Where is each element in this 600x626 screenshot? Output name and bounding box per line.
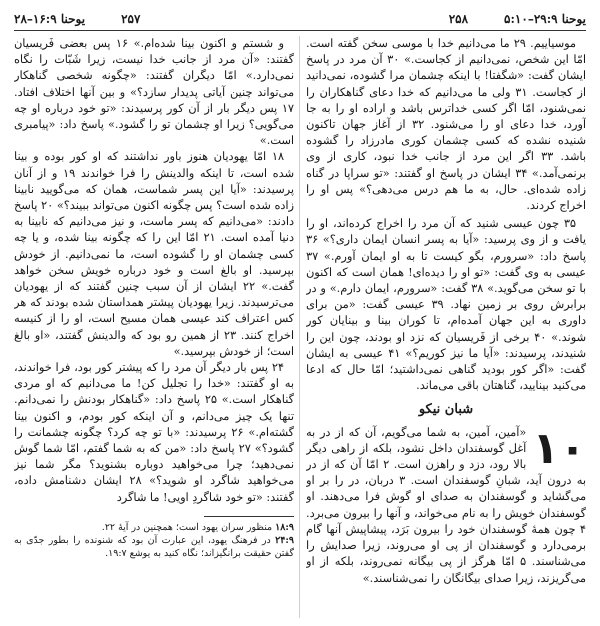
footnote-text: در فرهنگ یهود، این عبارت آن بود که شنونده را بطور جدّی به گفتن حقیقت برانگیزاند؛ نگاه کنید به یوشع ۱۹:۷. [14, 534, 294, 559]
paragraph: «آمین، آمین، به شما می‌گویم، آن که از در به آغل گوسفندان داخل نشود، بلکه از راهی دیگر بالا رود، دزد و راهزن است. ۲ امّا آن که از در به درون آید، شبانِ گوسفندان است. ۳ دربان، در را بر او می‌گشاید و گوسفندان به صدای او گوش فرا می‌دهند. او گوسفندان خویش را به نام می‌خواند، و آنها را بیرون می‌برد. ۴ چون همهٔ گوسفندان خود را بیرون بَرَد، پیشاپیش آنها گام برمی‌دارد و گوسفندان از پی او می‌روند، زیرا صدایش را می‌شناسند. ۵ امّا هرگز از پی بیگانه نمی‌روند، بلکه از او می‌گریزند، زیرا صدای بیگانگان را نمی‌شناسند.» [306, 425, 586, 585]
page-header [14, 8, 586, 30]
left-page-header [14, 12, 140, 26]
section-heading: شبان نیکو [418, 402, 474, 418]
left-page-reference: یوحنا ۱۶:۹–۲۸ [14, 12, 86, 26]
footnote-reference: ۱۸:۹ [275, 521, 294, 533]
chapter-number: ۱۰ [532, 422, 586, 474]
paragraph: و شستم و اکنون بینا شده‌ام.» ۱۶ پس بعضی فَریسیان گفتند: «آن مرد از جانب خدا نیست، زیرا شَبّات را نگاه نمی‌دارد.» امّا دیگران گفتند: «چگونه شخصی گناهکار می‌تواند چنین آیاتی پدیدار سازد؟» و بین آنها اختلاف افتاد. ۱۷ پس دیگر بار از آن کور پرسیدند: «تو خود درباره او چه می‌گویی؟ زیرا او چشمان تو را گشود.» پاسخ داد: «پیامبری است.» [14, 37, 294, 148]
chapter-block [306, 422, 586, 587]
footnote-divider [204, 516, 294, 517]
footnote-text: منظور سران یهود است؛ همچنین در آیهٔ ۲۲. [101, 521, 276, 533]
footnote-reference: ۲۴:۹ [275, 534, 294, 546]
paragraph: موسیاییم. ۲۹ ما می‌دانیم خدا با موسی سخن گفته است. امّا این شخص، نمی‌دانیم از کجاست.» ۳۰ آن مرد در پاسخ ایشان گفت: «شگفتا! با اینکه چشمان مرا گشوده، نمی‌دانید از کجاست. ۳۱ ولی ما می‌دانیم که خدا دعای گناهکاران را نمی‌شنود، امّا اگر کسی خداترس باشد و اراده او را به جا آورد، خدا دعای او را می‌شنود. ۳۲ از آغاز جهان تاکنون شنیده نشده که کسی چشمان کوری مادرزاد را گشوده باشد. ۳۳ اگر این مرد از جانب خدا نبود، کاری از وی برنمی‌آمد.» ۳۴ ایشان در پاسخ او گفتند: «تو سراپا در گناه زاده شده‌ای. حال، به ما هم درس می‌دهی؟» پس او را اخراج کردند. [306, 37, 586, 213]
left-page-number: ۲۵۷ [121, 12, 141, 26]
right-page-reference: یوحنا ۲۹:۹–۵:۱۰ [504, 12, 586, 26]
footnote [14, 521, 294, 534]
right-page-header [449, 12, 586, 26]
paragraph: ۲۴ پس بار دیگر آن مرد را که پیشتر کور بود، فرا خواندند، به او گفتند: «خدا را تجلیل کن! ما می‌دانیم که او مردی گناهکار است.» ۲۵ پاسخ داد: «گناهکار بودنش را نمی‌دانم. تنها یک چیز می‌دانم، و آن اینکه کور بودم، و اکنون بینا گشته‌ام.» ۲۶ پرسیدند: «با تو چه کرد؟ چگونه چشمانت را گشود؟» ۲۷ پاسخ داد: «من که به شما گفتم، امّا شما گوش نمی‌دهید؛ چرا می‌خواهید دوباره بشنوید؟ مگر شما نیز می‌خواهید شاگرد او شوید؟» ۲۸ ایشان دشنامش داده، گفتند: «تو خود شاگردِ اویی! ما شاگرد [14, 361, 294, 504]
footnote [14, 534, 294, 560]
column-divider [299, 36, 300, 618]
left-column [14, 36, 294, 618]
paragraph: ۳۵ چون عیسی شنید که آن مرد را اخراج کرده‌اند، او را یافت و از وی پرسید: «آیا به پسر انسان ایمان داری؟» ۳۶ پاسخ داد: «سرورم، بگو کیست تا به او ایمان آورم.» ۳۷ عیسی به وی گفت: «تو او را دیده‌ای! همان است که اکنون با تو سخن می‌گوید.» ۳۸ گفت: «سرورم، ایمان دارم.» و در برابرش روی بر زمین نهاد. ۳۹ عیسی گفت: «من برای داوری به این جهان آمده‌ام، تا کوران بینا و بینایان کور شوند.» ۴۰ برخی از فَریسیان که نزد او بودند، چون این را شنیدند، پرسیدند: «آیا ما نیز کوریم؟» ۴۱ عیسی به ایشان گفت: «اگر کور بودید گناهی نمی‌داشتید؛ امّا حال که ادعا می‌کنید بینایید، گناهتان باقی می‌ماند. [306, 217, 586, 393]
header-divider [14, 30, 586, 31]
right-column [306, 36, 586, 618]
paragraph: ۱۸ امّا یهودیان هنوز باور نداشتند که او کور بوده و بینا شده است، تا اینکه والدینش را فرا خواندند ۱۹ و از آنان پرسیدند: «آیا این پسر شماست، همان که می‌گویید نابینا زاده شده است؟ پس چگونه اکنون می‌تواند ببیند؟» ۲۰ پاسخ دادند: «می‌دانیم که پسر ماست، و نیز می‌دانیم که نابینا به دنیا آمده است. ۲۱ امّا این را که چگونه بینا شده، و یا چه کسی چشمان او را گشوده است، ما نمی‌دانیم. از خودش بپرسید. او بالغ است و خود درباره خویش سخن خواهد گفت.» ۲۲ ایشان از آن سبب چنین گفتند که از یهودیان می‌ترسیدند. زیرا یهودیان پیشتر همداستان شده بودند که هر کس اعتراف کند عیسی همان مسیح است، او را از کنیسه اخراج کنند. ۲۳ از همین رو بود که والدینش گفتند، «او بالغ است؛ از خودش بپرسید.» [14, 150, 294, 358]
right-page-number: ۲۵۸ [448, 12, 469, 26]
